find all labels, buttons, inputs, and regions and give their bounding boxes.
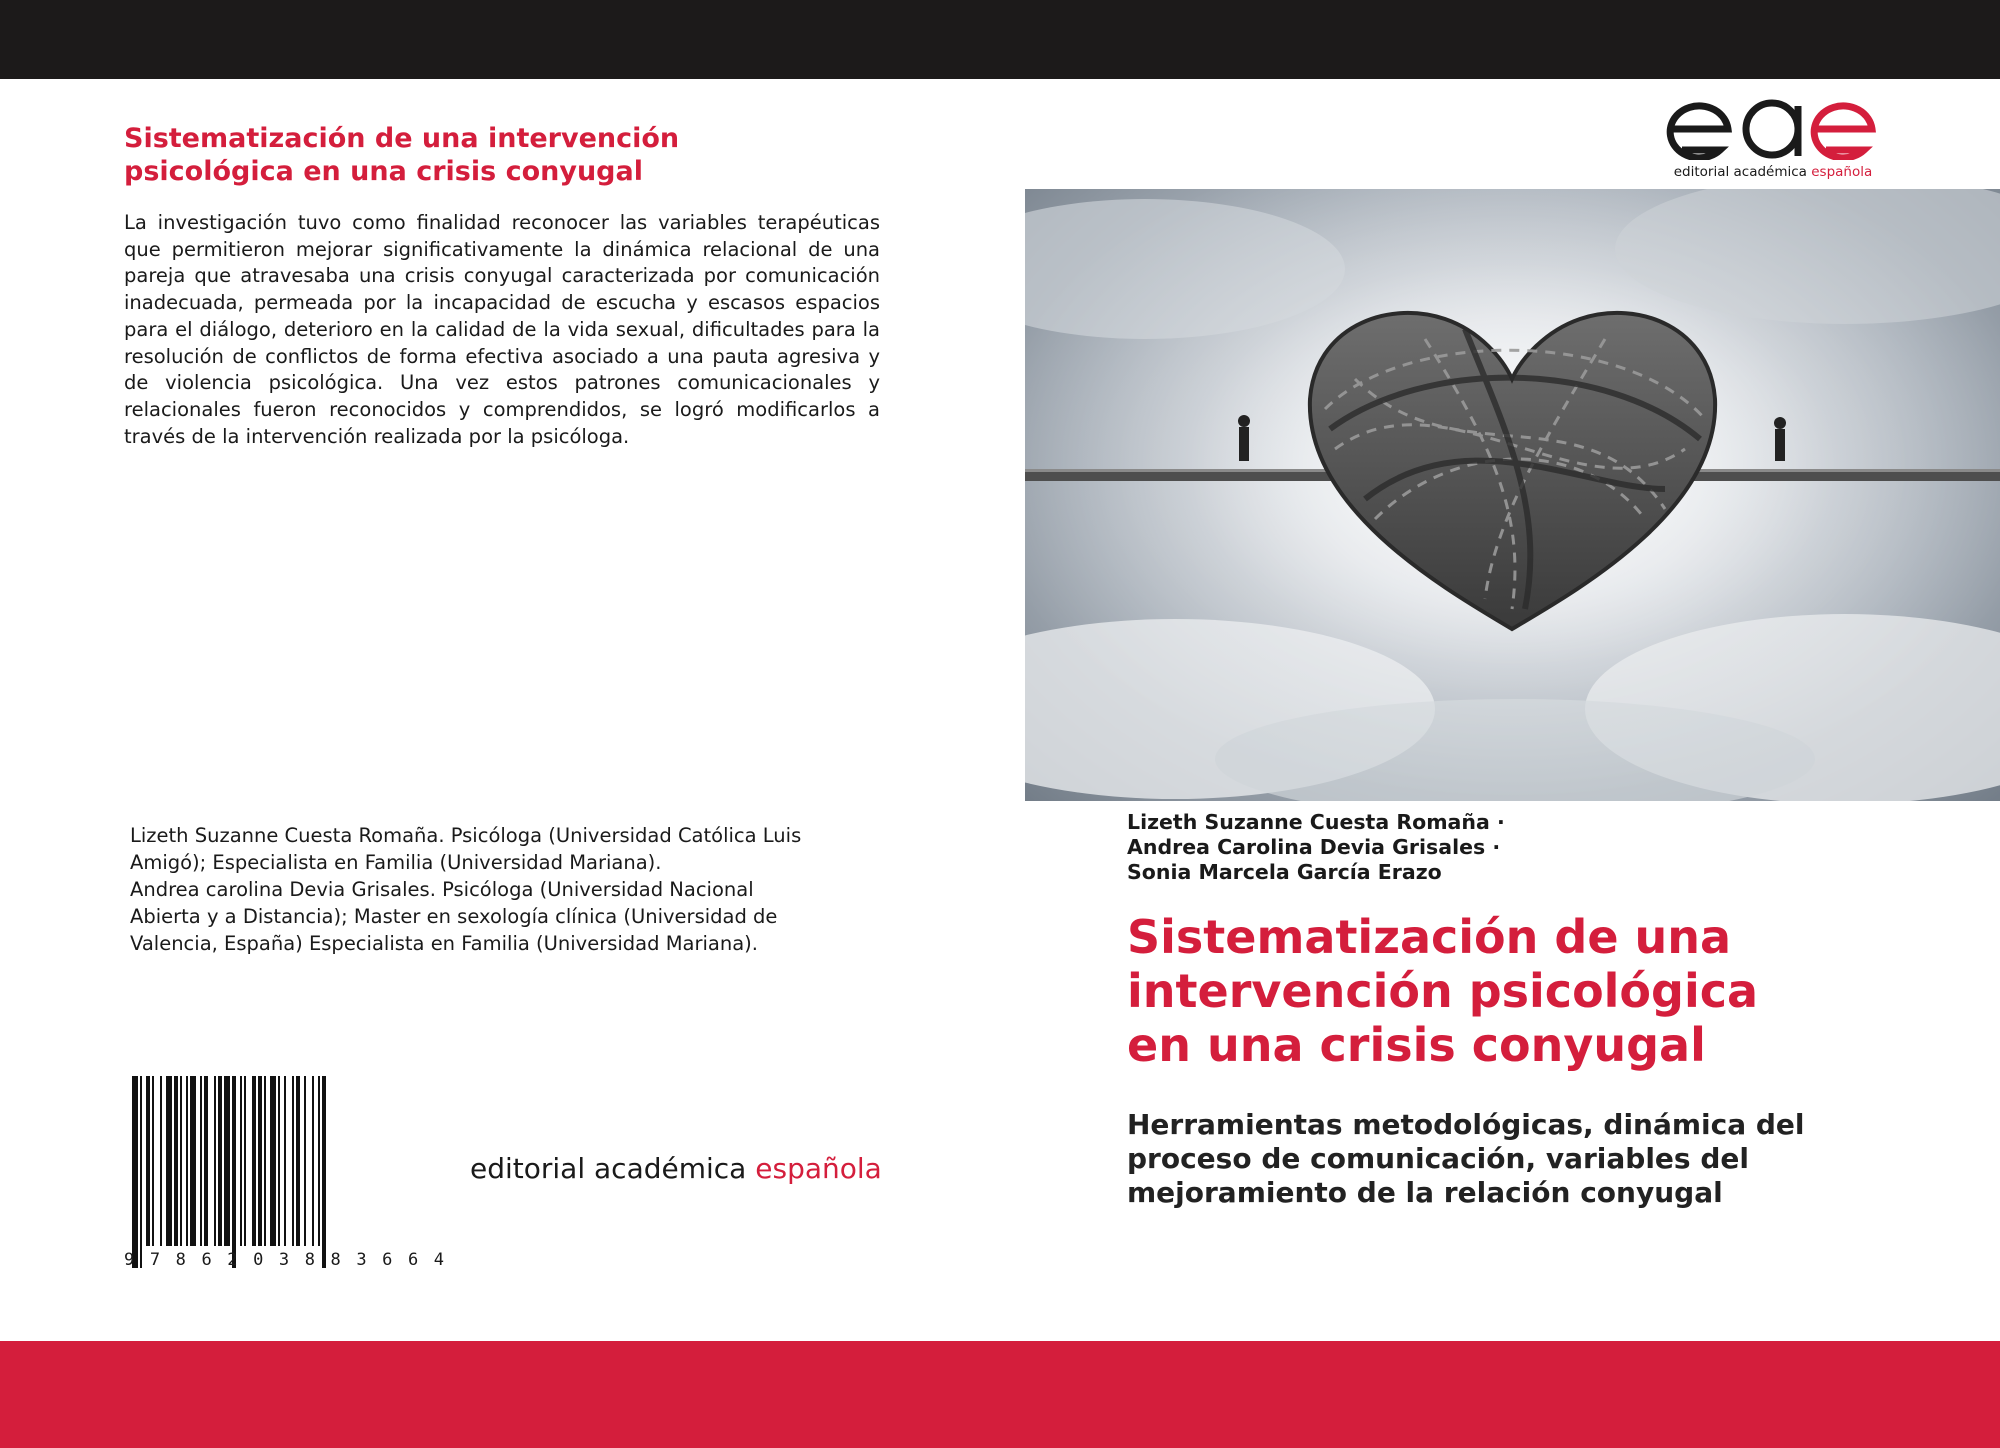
publisher-logo: [1662, 98, 1884, 190]
bio-line-5: Valencia, España) Especialista en Familia (Universidad Mariana).: [130, 932, 758, 955]
front-title-line-1: Sistematización de una: [1127, 910, 1732, 964]
logo-text-accent: española: [1811, 164, 1873, 180]
back-title-line-2: psicológica en una crisis conyugal: [124, 156, 643, 187]
isbn-digit: 6: [382, 1250, 393, 1270]
author-3: Sonia Marcela García Erazo: [1127, 860, 1442, 884]
isbn-digit: 8: [175, 1250, 186, 1270]
top-band: [0, 0, 2000, 79]
back-cover-abstract: La investigación tuvo como finalidad reconocer las variables terapéuticas que permitieron mejorar significativamente la dinámica relacional de una pareja que atravesaba una crisis conyugal caracterizada por comunicación inadecuada, permeada por la incapacidad de escucha y escasos espacios para el diálogo, deterioro en la calidad de la vida sexual, dificultades para la resolución de conflictos de forma efectiva asociado a una pauta agresiva y de violencia psicológica. Una vez estos patrones comunicacionales y relacionales fueron reconocidos y comprendidos, se logró modificarlos a través de la intervención realizada por la psicóloga.: [124, 211, 880, 448]
isbn-digit: 7: [149, 1250, 161, 1270]
publisher-accent-text: española: [755, 1152, 882, 1185]
front-title-line-3: en una crisis conyugal: [1127, 1018, 1706, 1072]
author-bio: [130, 822, 870, 957]
bio-line-1: Lizeth Suzanne Cuesta Romaña. Psicóloga (Universidad Católica Luis: [130, 824, 802, 847]
isbn-barcode-icon: [124, 1076, 454, 1276]
isbn-digit: 8: [304, 1250, 315, 1270]
bio-line-4: Abierta y a Distancia); Master en sexología clínica (Universidad de: [130, 905, 778, 928]
isbn-digit: 9: [124, 1250, 135, 1270]
subtitle-line-2: proceso de comunicación, variables del: [1127, 1142, 1749, 1175]
bio-line-3: Andrea carolina Devia Grisales. Psicóloga (Universidad Nacional: [130, 878, 754, 901]
isbn-digit: 6: [201, 1250, 212, 1270]
subtitle-line-1: Herramientas metodológicas, dinámica del: [1127, 1108, 1805, 1141]
authors-list: [1127, 810, 1687, 885]
isbn-digit: 8: [330, 1250, 341, 1270]
publisher-main-text: editorial académica: [470, 1152, 747, 1185]
heart-of-tangled-roads-image: [1025, 189, 2000, 801]
front-cover-title: [1127, 910, 1987, 1072]
isbn-digit: 4: [433, 1250, 444, 1270]
isbn-digit: 2: [227, 1250, 238, 1270]
isbn-digit: 3: [278, 1250, 290, 1270]
author-1: Lizeth Suzanne Cuesta Romaña ·: [1127, 810, 1505, 834]
back-title-line-1: Sistematización de una intervención: [124, 123, 680, 154]
author-2: Andrea Carolina Devia Grisales ·: [1127, 835, 1501, 859]
back-publisher-name: [470, 1152, 882, 1185]
eae-logo-icon: [1662, 98, 1884, 160]
isbn-digit: 6: [407, 1250, 419, 1270]
isbn-digits: [124, 1248, 444, 1272]
back-cover-title: [124, 122, 764, 188]
logo-caption: [1662, 164, 1884, 180]
bio-line-2: Amigó); Especialista en Familia (Universidad Mariana).: [130, 851, 662, 874]
isbn-digit: 3: [356, 1250, 367, 1270]
isbn-digit: 0: [253, 1250, 264, 1270]
subtitle-line-3: mejoramiento de la relación conyugal: [1127, 1176, 1723, 1209]
front-title-line-2: intervención psicológica: [1127, 964, 1759, 1018]
logo-text-main: editorial académica: [1673, 164, 1807, 180]
bottom-band: [0, 1341, 2000, 1448]
front-cover-subtitle: [1127, 1108, 1987, 1210]
